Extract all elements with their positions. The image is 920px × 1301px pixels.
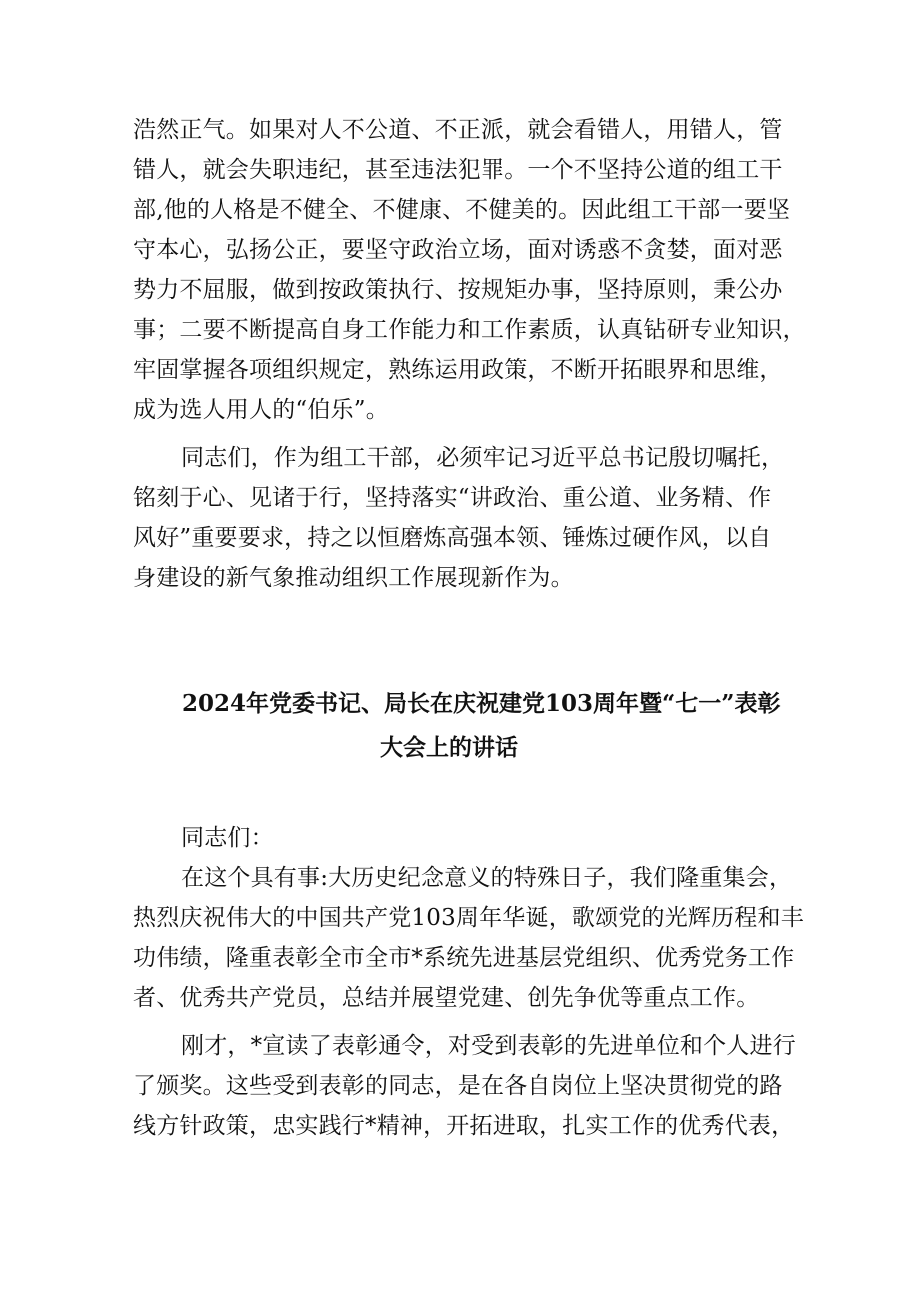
body-line: 者、优秀共产党员，总结并展望党建、创先争优等重点工作。: [133, 985, 760, 1011]
body-line: 同志们，作为组工干部，必须牢记习近平总书记殷切嘱托，: [181, 445, 785, 471]
greeting: 同志们：: [181, 825, 274, 851]
body-line: 铭刻于心、见诸于行，坚持落实“讲政治、重公道、业务精、作: [133, 485, 772, 511]
speech-title-line-2: 大会上的讲话: [380, 734, 518, 761]
body-line: 刚才，*宣读了表彰通令，对受到表彰的先进单位和个人进行: [181, 1033, 796, 1059]
body-line: 守本心，弘扬公正，要坚守政治立场，面对诱惑不贪婪，面对恶: [133, 237, 783, 263]
body-line: 事；二要不断提高自身工作能力和工作素质，认真钻研专业知识，: [133, 317, 806, 343]
body-line: 成为选人用人的“伯乐”。: [133, 397, 389, 423]
body-line: 错人，就会失职违纪，甚至违法犯罪。一个不坚持公道的组工干: [133, 157, 783, 183]
body-line: 功伟绩，隆重表彰全市全市*系统先进基层党组织、优秀党务工作: [133, 945, 795, 971]
body-line: 浩然正气。如果对人不公道、不正派，就会看错人，用错人，管: [133, 117, 783, 143]
body-line: 了颁奖。这些受到表彰的同志，是在各自岗位上坚决贯彻党的路: [133, 1073, 783, 1099]
body-line: 牢固掌握各项组织规定，熟练运用政策，不断开拓眼界和思维，: [133, 357, 783, 383]
body-line: 部,他的人格是不健全、不健康、不健美的。因此组工干部一要坚: [133, 197, 791, 223]
body-line: 线方针政策，忠实践行*精神，开拓进取，扎实工作的优秀代表，: [133, 1113, 795, 1139]
body-line: 热烈庆祝伟大的中国共产党103周年华诞，歌颂党的光辉历程和丰: [133, 905, 804, 931]
body-line: 在这个具有事:大历史纪念意义的特殊日子，我们隆重集会，: [181, 865, 793, 891]
speech-title-line-1: 2024年党委书记、局长在庆祝建党103周年暨“七一”表彰: [182, 690, 781, 717]
body-line: 势力不屈服，做到按政策执行、按规矩办事，坚持原则，秉公办: [133, 277, 783, 303]
body-line: 风好”重要要求，持之以恒磨炼高强本领、锤炼过硬作风，以自: [133, 525, 772, 551]
body-line: 身建设的新气象推动组织工作展现新作为。: [133, 565, 574, 591]
